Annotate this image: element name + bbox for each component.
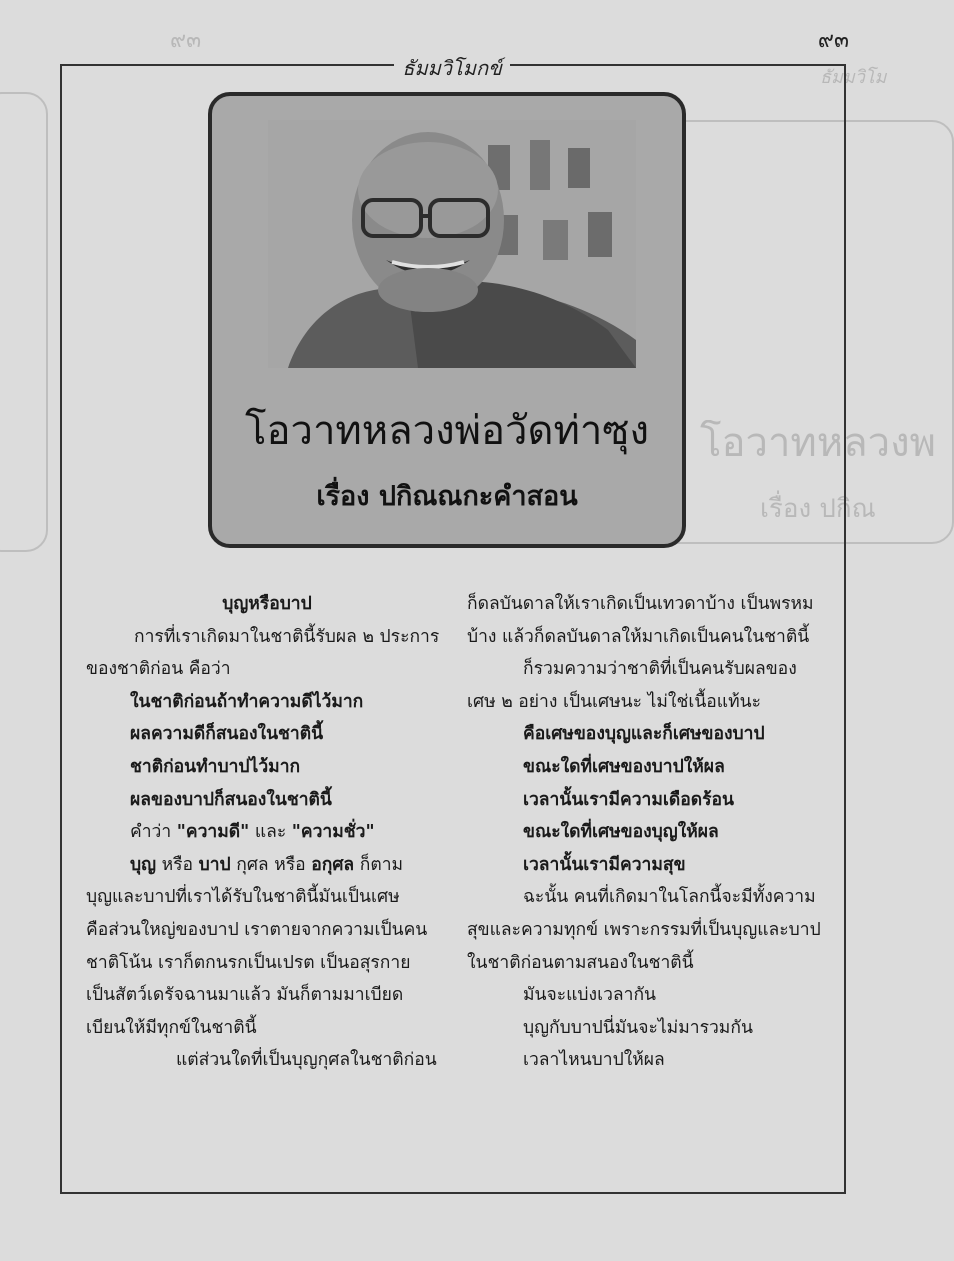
article-subtitle: เรื่อง ปกิณณกะคำสอน bbox=[316, 481, 578, 512]
ghost-card-left bbox=[0, 92, 48, 552]
right-column bbox=[467, 588, 829, 1077]
ghost-subtitle: เรื่อง ปกิณ bbox=[760, 494, 876, 524]
verse-line: มันจะแบ่งเวลากัน bbox=[523, 985, 657, 1006]
verse-line: บุญกับบาปนี่มันจะไม่มารวมกัน bbox=[523, 1017, 753, 1038]
paragraph-line: เบียนให้มีทุกข์ในชาตินี้ bbox=[86, 1017, 257, 1038]
verse-line: เวลานั้นเรามีความเดือดร้อน bbox=[523, 789, 735, 810]
paragraph-line: ชาติโน้น เราก็ตกนรกเป็นเปรต เป็นอสุรกาย bbox=[86, 952, 411, 973]
text-span: ก็ตาม bbox=[354, 854, 404, 875]
text-span: คำว่า bbox=[130, 822, 177, 843]
paragraph-line: ของชาติก่อน คือว่า bbox=[86, 659, 231, 680]
paragraph-line: ก็รวมความว่าชาติที่เป็นคนรับผลของ bbox=[523, 659, 797, 680]
article-title-card bbox=[208, 92, 686, 548]
term-akusol: อกุศล bbox=[311, 854, 355, 875]
paragraph-line: สุขและความทุกข์ เพราะกรรมที่เป็นบุญและบาป bbox=[467, 919, 821, 940]
verse-line: ชาติก่อนทำบาปไว้มาก bbox=[130, 756, 301, 777]
verse-line: ในชาติก่อนถ้าทำความดีไว้มาก bbox=[130, 691, 364, 712]
paragraph-line: บ้าง แล้วก็ดลบันดาลให้มาเกิดเป็นคนในชาตินี้ bbox=[467, 626, 810, 647]
term-good: "ความดี" bbox=[176, 822, 250, 843]
ghost-title: โอวาทหลวงพ bbox=[700, 420, 937, 466]
running-header bbox=[0, 52, 904, 84]
left-column bbox=[86, 588, 448, 1077]
text-span: หรือ bbox=[156, 854, 199, 875]
verse-line: ผลของบาปก็สนองในชาตินี้ bbox=[130, 789, 332, 810]
verse-line: ขณะใดที่เศษของบุญให้ผล bbox=[523, 822, 719, 843]
text-span: กุศล หรือ bbox=[230, 854, 312, 875]
article-title: โอวาทหลวงพ่อวัดท่าซุง bbox=[244, 408, 649, 454]
paragraph-line: บุญและบาปที่เราได้รับในชาตินี้มันเป็นเศษ bbox=[86, 887, 400, 908]
paragraph-line: ในชาติก่อนตามสนองในชาตินี้ bbox=[467, 952, 694, 973]
term-boon: บุญ bbox=[130, 854, 157, 875]
paragraph-line: ก็ดลบันดาลให้เราเกิดเป็นเทวดาบ้าง เป็นพรหม bbox=[467, 594, 814, 614]
monk-portrait-icon bbox=[268, 120, 636, 368]
verse-line: คือเศษของบุญและก็เศษของบาป bbox=[523, 724, 765, 745]
paragraph-line: คือส่วนใหญ่ของบาป เราตายจากความเป็นคน bbox=[86, 919, 428, 940]
term-bap: บาป bbox=[198, 854, 231, 875]
running-header-text: ธัมมวิโมกข์ bbox=[394, 56, 510, 80]
term-bad: "ความชั่ว" bbox=[291, 822, 375, 843]
paragraph-line bbox=[86, 849, 448, 882]
page-number: ๙๓ bbox=[817, 28, 849, 53]
ghost-header: ธัมมวิโม bbox=[820, 67, 887, 88]
verse-line: ผลความดีก็สนองในชาตินี้ bbox=[130, 724, 324, 745]
paragraph-line: ฉะนั้น คนที่เกิดมาในโลกนี้จะมีทั้งความ bbox=[523, 887, 816, 908]
paragraph-line bbox=[86, 816, 448, 849]
verse-line: เวลาไหนบาปให้ผล bbox=[523, 1050, 665, 1071]
text-span: และ bbox=[249, 822, 292, 843]
section-heading: บุญหรือบาป bbox=[222, 594, 312, 614]
paragraph-line: การที่เราเกิดมาในชาตินี้รับผล ๒ ประการ bbox=[134, 626, 440, 647]
paragraph-line: แต่ส่วนใดที่เป็นบุญกุศลในชาติก่อน bbox=[176, 1050, 437, 1071]
verse-line: เวลานั้นเรามีความสุข bbox=[523, 854, 686, 875]
ghost-page-number: ๙๓ bbox=[170, 28, 202, 53]
paragraph-line: เป็นสัตว์เดรัจฉานมาแล้ว มันก็ตามมาเบียด bbox=[86, 985, 404, 1006]
verse-line: ขณะใดที่เศษของบาปให้ผล bbox=[523, 756, 725, 777]
portrait-svg bbox=[268, 120, 636, 368]
paragraph-line: เศษ ๒ อย่าง เป็นเศษนะ ไม่ใช่เนื้อแท้นะ bbox=[467, 691, 761, 712]
